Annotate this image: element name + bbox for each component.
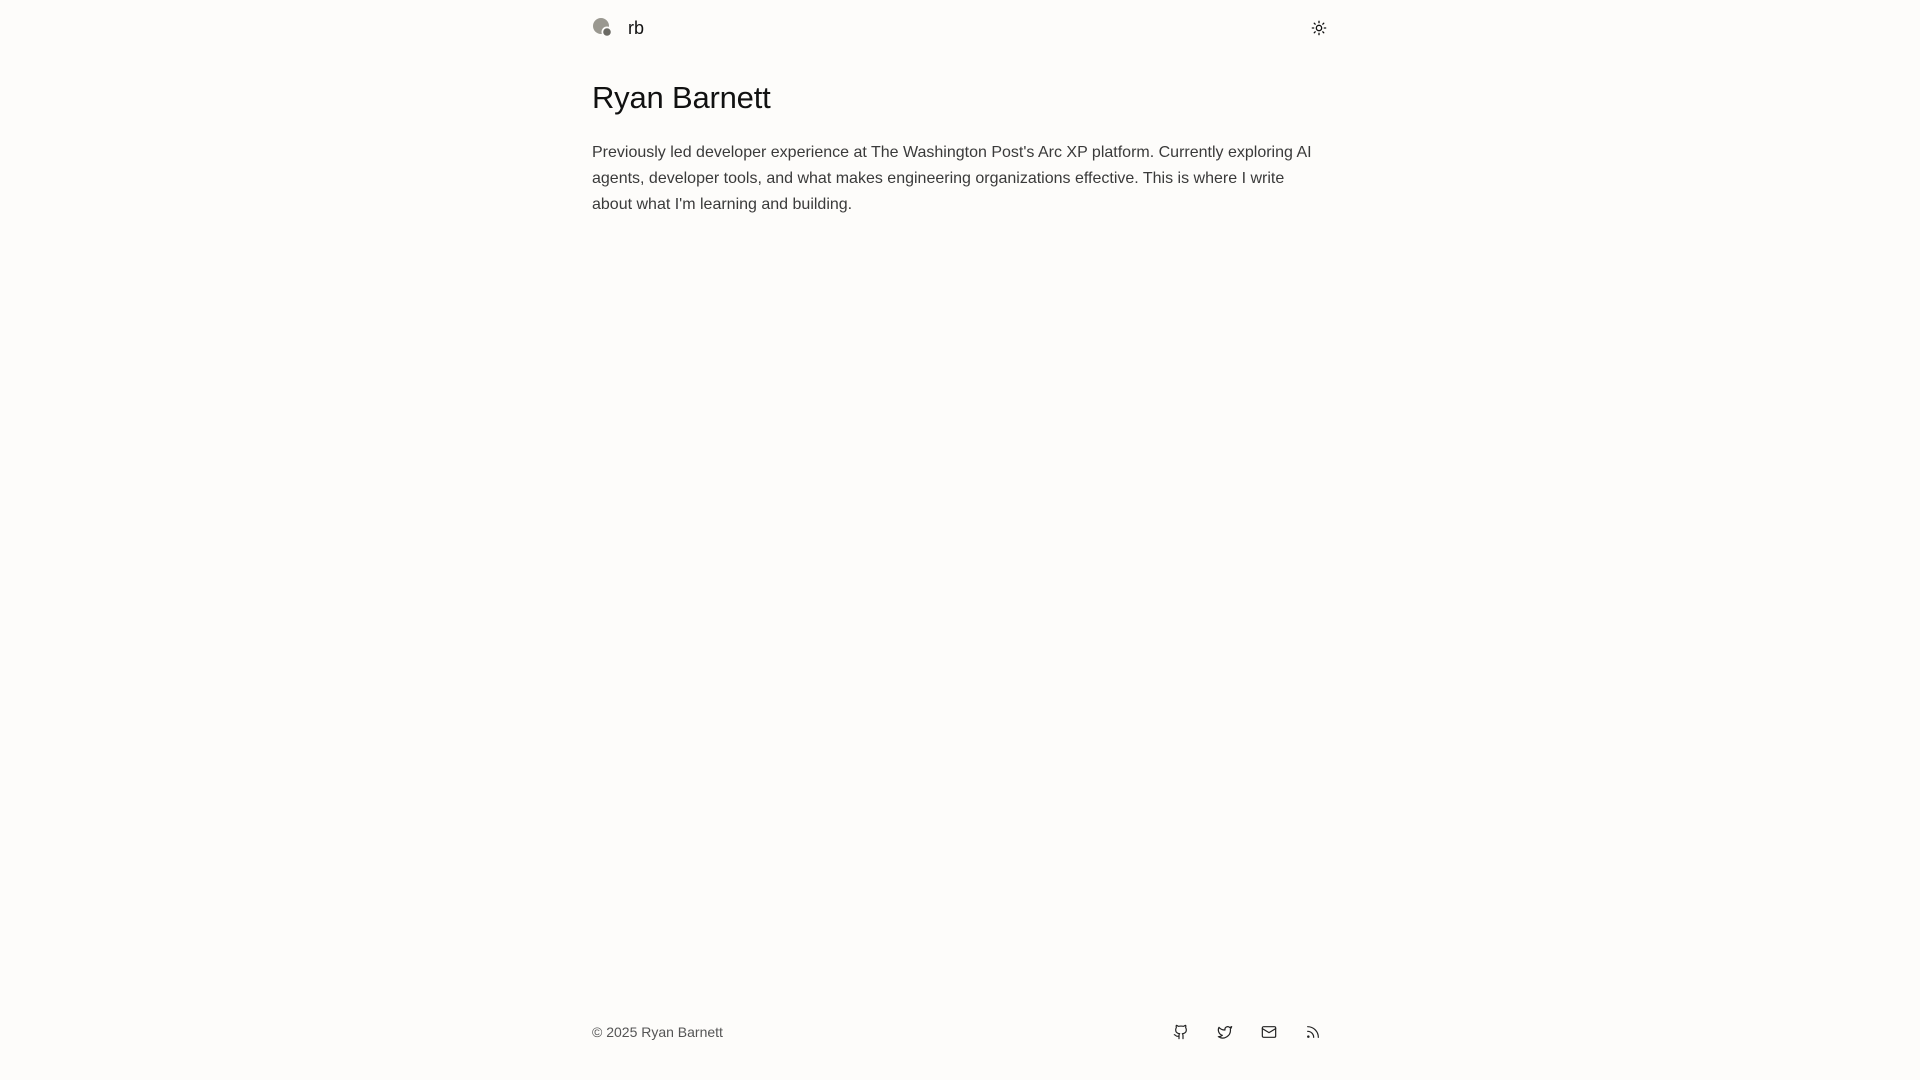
home-link[interactable] <box>592 17 644 39</box>
twitter-link[interactable] <box>1214 1021 1236 1043</box>
rss-icon <box>1305 1024 1321 1040</box>
github-icon <box>1173 1024 1189 1040</box>
site-header <box>592 12 1328 44</box>
github-link[interactable] <box>1170 1021 1192 1043</box>
mail-icon <box>1261 1024 1277 1040</box>
theme-toggle-button[interactable] <box>1306 15 1332 41</box>
logo-icon <box>592 17 614 39</box>
sun-icon <box>1311 20 1327 36</box>
site-name: rb <box>628 17 645 38</box>
twitter-icon <box>1217 1024 1233 1040</box>
copyright-text: © 2025 Ryan Barnett <box>592 1024 723 1040</box>
rss-link[interactable] <box>1302 1021 1324 1043</box>
bio-paragraph: Previously led developer experience at The Washington Post's Arc XP platform. Currently exploring AI agents, developer tools, and what makes engineering organizations effective. This is where I write about what I'm learning and building. <box>592 144 1312 213</box>
page-title: Ryan Barnett <box>592 80 771 115</box>
main-content <box>592 78 1328 218</box>
social-links <box>1170 1021 1324 1043</box>
site-footer <box>592 1018 1328 1046</box>
email-link[interactable] <box>1258 1021 1280 1043</box>
page-container <box>592 0 1328 1080</box>
